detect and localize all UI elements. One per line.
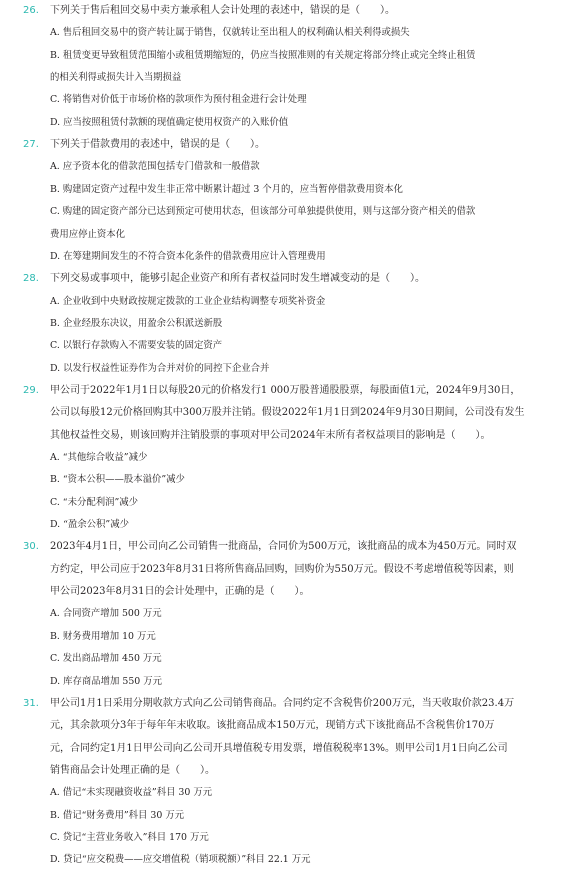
- option-b: B. 借记“财务费用”科目 30 万元: [50, 809, 185, 821]
- option-c: C. “未分配利润”减少: [50, 496, 139, 508]
- option-a: A. 售后租回交易中的资产转让属于销售，仅就转让至出租人的权利确认相关利得或损失: [50, 27, 410, 39]
- question-number: 31.: [23, 697, 39, 709]
- question-stem-line: 甲公司于2022年1月1日以每股20元的价格发行1 000万股普通股股票，每股面值1元，2024年9月30日，: [50, 384, 521, 396]
- question-stem-line: 下列关于借款费用的表述中，错误的是（ ）。: [50, 139, 265, 151]
- question-stem-line: 下列关于售后租回交易中卖方兼承租人会计处理的表述中，错误的是（ ）。: [50, 5, 395, 16]
- question-number: 29.: [23, 384, 39, 396]
- question-stem-line: 甲公司1月1日采用分期收款方式向乙公司销售商品。合同约定不含税售价200万元，当天收取价款23.4万: [50, 697, 515, 709]
- option-c: C. 将销售对价低于市场价格的款项作为预付租金进行会计处理: [50, 94, 307, 106]
- option-d: D. 贷记“应交税费——应交增值税（销项税额）”科目 22.1 万元: [50, 854, 311, 866]
- option-a: A. 企业收到中央财政按规定拨款的工业企业结构调整专项奖补资金: [50, 295, 326, 307]
- question-stem-line: 元，合同约定1月1日甲公司向乙公司开具增值税专用发票，增值税税率13%。则甲公司1月1日向乙公司: [50, 742, 508, 754]
- question-number: 27.: [23, 139, 39, 151]
- question-number: 28.: [23, 273, 39, 285]
- option-a: A. 合同资产增加 500 万元: [50, 608, 162, 620]
- option-a: A. 借记“未实现融资收益”科目 30 万元: [50, 787, 213, 799]
- option-a: A. 应予资本化的借款范围包括专门借款和一般借款: [50, 161, 260, 173]
- option-d: D. 应当按照租赁付款额的现值确定使用权资产的入账价值: [50, 116, 289, 128]
- question-stem-line: 2023年4月1日，甲公司向乙公司销售一批商品，合同价为500万元，该批商品的成本为450万元。同时双: [50, 541, 517, 553]
- question-stem-line: 方约定，甲公司应于2023年8月31日将所售商品回购，回购价为550万元。假设不考虑增值税等因素，则: [50, 563, 514, 575]
- option-b: B. 财务费用增加 10 万元: [50, 630, 156, 642]
- option-d: D. “盈余公积”减少: [50, 519, 129, 531]
- option-d: D. 以发行权益性证券作为合并对价的同控下企业合并: [50, 362, 270, 374]
- question-number: 30.: [23, 541, 39, 553]
- option-b-continued: 的相关利得或损失计入当期损益: [50, 72, 182, 84]
- question-stem-line: 下列交易或事项中，能够引起企业资产和所有者权益同时发生增减变动的是（ ）。: [50, 273, 425, 285]
- question-stem-line: 元，其余款项分3年于每年年末收取。该批商品成本150万元，现销方式下该批商品不含税售价170万: [50, 720, 495, 732]
- option-c: C. 以银行存款购入不需要安装的固定资产: [50, 340, 223, 352]
- option-a: A. “其他综合收益”减少: [50, 452, 148, 463]
- option-d: D. 在筹建期间发生的不符合资本化条件的借款费用应计入管理费用: [50, 250, 326, 262]
- question-stem-line: 公司以每股12元价格回购其中300万股并注销。假设2022年1月1日到2024年9月30日期间，公司没有发生: [50, 407, 525, 419]
- option-c: C. 购建的固定资产部分已达到预定可使用状态，但该部分可单独提供使用，则与这部分资产相关的借款: [50, 206, 476, 218]
- option-b: B. “资本公积——股本溢价”减少: [50, 474, 185, 486]
- option-c: C. 发出商品增加 450 万元: [50, 653, 162, 665]
- question-stem-line: 其他权益性交易，则该回购并注销股票的事项对甲公司2024年末所有者权益项目的影响是（ ）。: [50, 429, 491, 441]
- option-c: C. 贷记“主营业务收入”科目 170 万元: [50, 831, 209, 843]
- question-number: 26.: [23, 5, 39, 16]
- option-d: D. 库存商品增加 550 万元: [50, 675, 162, 687]
- option-b: B. 租赁变更导致租赁范围缩小或租赁期缩短的，仍应当按照准则的有关规定将部分终止或完全终止租赁: [50, 49, 476, 61]
- option-b: B. 企业经股东决议，用盈余公积派送新股: [50, 317, 223, 329]
- option-b: B. 购建固定资产过程中发生非正常中断累计超过 3 个月的，应当暂停借款费用资本化: [50, 183, 403, 195]
- option-c-continued: 费用应停止资本化: [50, 228, 126, 240]
- question-stem-line: 甲公司2023年8月31日的会计处理中，正确的是（ ）。: [50, 586, 310, 598]
- question-stem-line: 销售商品会计处理正确的是（ ）。: [50, 764, 215, 776]
